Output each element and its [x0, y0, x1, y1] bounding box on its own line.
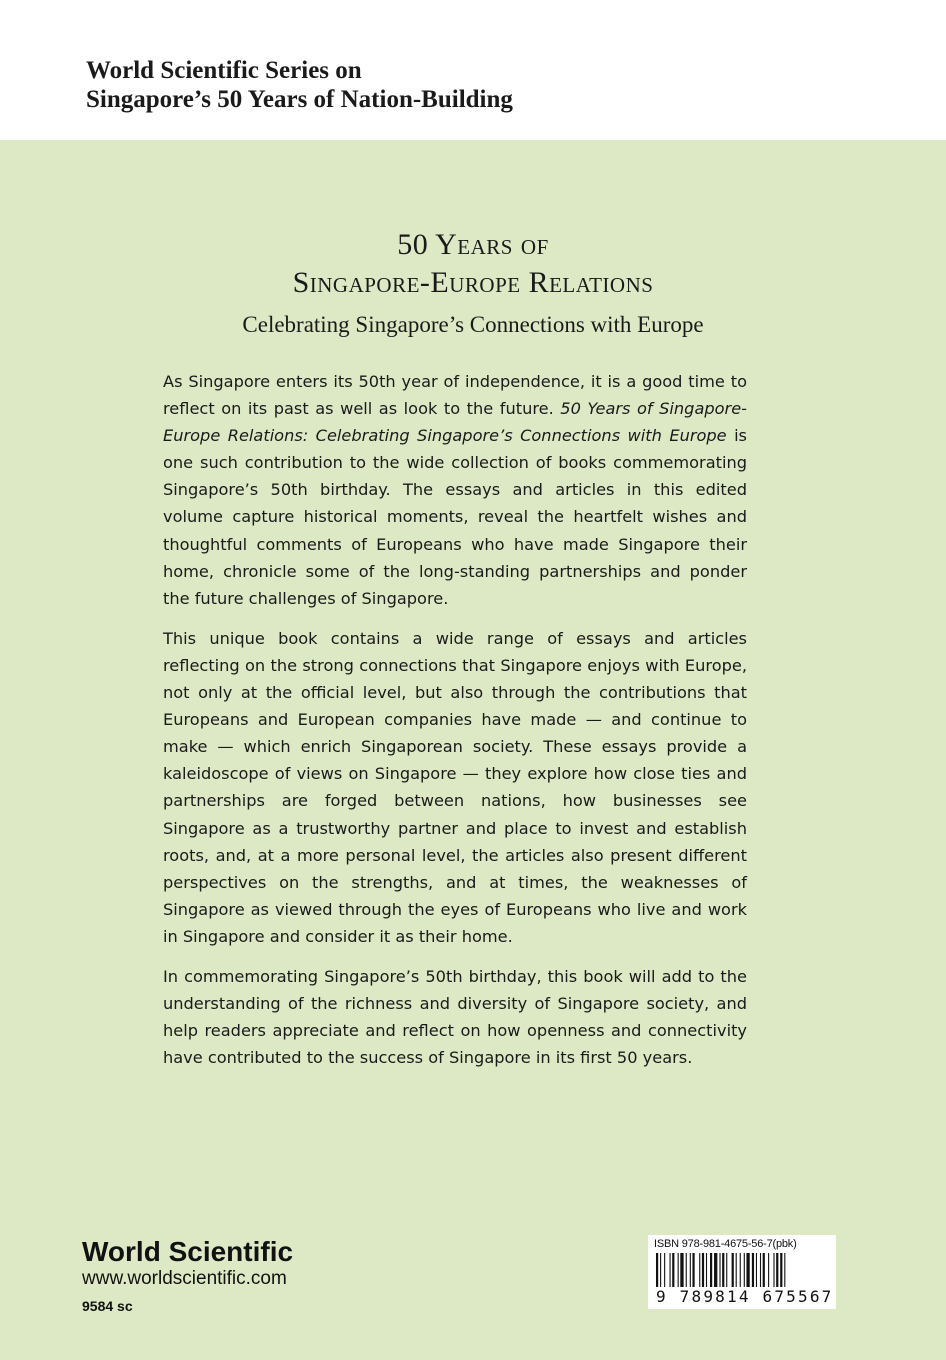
barcode-stripe: [680, 1253, 683, 1287]
barcode-stripe: [678, 1253, 679, 1287]
blurb-p1-lead: As Singapore enters its 50th year of independence, it is a good time to reflect on its past as well as look to the future.: [163, 372, 747, 419]
barcode-stripe: [756, 1253, 757, 1287]
barcode-stripe: [768, 1253, 769, 1287]
book-subtitle: Celebrating Singapore’s Connections with Europe: [242, 312, 704, 337]
barcode-stripe: [732, 1253, 734, 1287]
barcode-stripe: [746, 1253, 749, 1287]
barcode-stripe: [664, 1253, 665, 1287]
publisher-block: [82, 1236, 293, 1316]
barcode-stripe: [686, 1253, 687, 1287]
product-code: 9584 sc: [82, 1298, 133, 1314]
barcode-stripe: [656, 1253, 658, 1287]
book-title-line-2: Singapore-Europe Relations: [292, 266, 654, 299]
barcode-stripe: [702, 1253, 704, 1287]
barcode-stripe: [722, 1253, 724, 1287]
blurb-p1-title: 50 Years of Singapore-Europe Relations: Celebrating Singapore’s Connections with Europe: [163, 399, 747, 446]
barcode-stripe: [660, 1253, 661, 1287]
blurb-paragraph-3: In commemorating Singapore’s 50th birthday, this book will add to the understanding of the richness and diversity of Singapore society, and help readers appreciate and reflect on how openness and connectivity have contributed to the success of Singapore in its first 50 years.: [163, 966, 747, 1068]
barcode-stripe: [699, 1253, 700, 1287]
book-title: [0, 226, 946, 342]
barcode-stripe: [763, 1253, 765, 1287]
barcode-stripe: [744, 1253, 745, 1287]
barcode-stripe: [714, 1253, 717, 1287]
blurb-p1-rest: is one such contribution to the wide collection of books commemorating Singapore’s 50th birthday. The essays and articles in this edited volume capture historical moments, reveal the heartfelt wishes and thoughtful comments of Europeans who have made Singapore their home, chronicle some of the long-standing partnerships and ponder the future challenges of Singapore.: [163, 426, 747, 608]
barcode-stripe: [670, 1253, 671, 1287]
barcode-stripe: [776, 1253, 778, 1287]
barcode-stripe: [692, 1253, 694, 1287]
barcode-stripe: [784, 1253, 785, 1287]
book-title-line-1: 50 Years of: [397, 228, 549, 261]
barcode-stripe: [710, 1253, 712, 1287]
blurb: [163, 368, 747, 1084]
barcode-stripe: [752, 1253, 754, 1287]
barcode-box: [648, 1235, 836, 1309]
header-band: [0, 0, 946, 140]
barcode-stripe: [780, 1253, 782, 1287]
barcode-stripe: [773, 1253, 774, 1287]
barcode-stripe: [736, 1253, 737, 1287]
barcode-stripe: [740, 1253, 741, 1287]
barcode-stripe: [690, 1253, 691, 1287]
barcode-stripe: [760, 1253, 761, 1287]
publisher-name: World Scientific: [82, 1236, 294, 1267]
blurb-paragraph-2: This unique book contains a wide range of essays and articles reflecting on the strong connections that Singapore enjoys with Europe, not only at the official level, but also through the contributions that Europeans and European companies have made — and continue to make — which enrich Singaporean society. These essays provide a kaleidoscope of views on Singapore — they explore how close ties and partnerships are forged between nations, how businesses see Singapore as a trustworthy partner and place to invest and establish roots, and, at a more personal level, the articles also present different perspectives on the strengths, and at times, the weaknesses of Singapore as viewed through the eyes of Europeans who live and work in Singapore and consider it as their home.: [163, 628, 747, 946]
series-title-line-2: Singapore’s 50 Years of Nation-Building: [86, 86, 513, 113]
barcode-stripe: [706, 1253, 707, 1287]
series-title: [86, 56, 513, 114]
barcode-stripe: [672, 1253, 674, 1287]
barcode-stripe: [726, 1253, 727, 1287]
blurb-paragraph-1: [163, 368, 747, 612]
barcode-stripe: [719, 1253, 720, 1287]
publisher-url: www.worldscientific.com: [82, 1268, 287, 1289]
isbn-label: ISBN 978-981-4675-56-7(pbk): [654, 1238, 797, 1250]
series-title-line-1: World Scientific Series on: [86, 57, 362, 84]
barcode-digits: 9 789814 675567: [656, 1287, 834, 1306]
